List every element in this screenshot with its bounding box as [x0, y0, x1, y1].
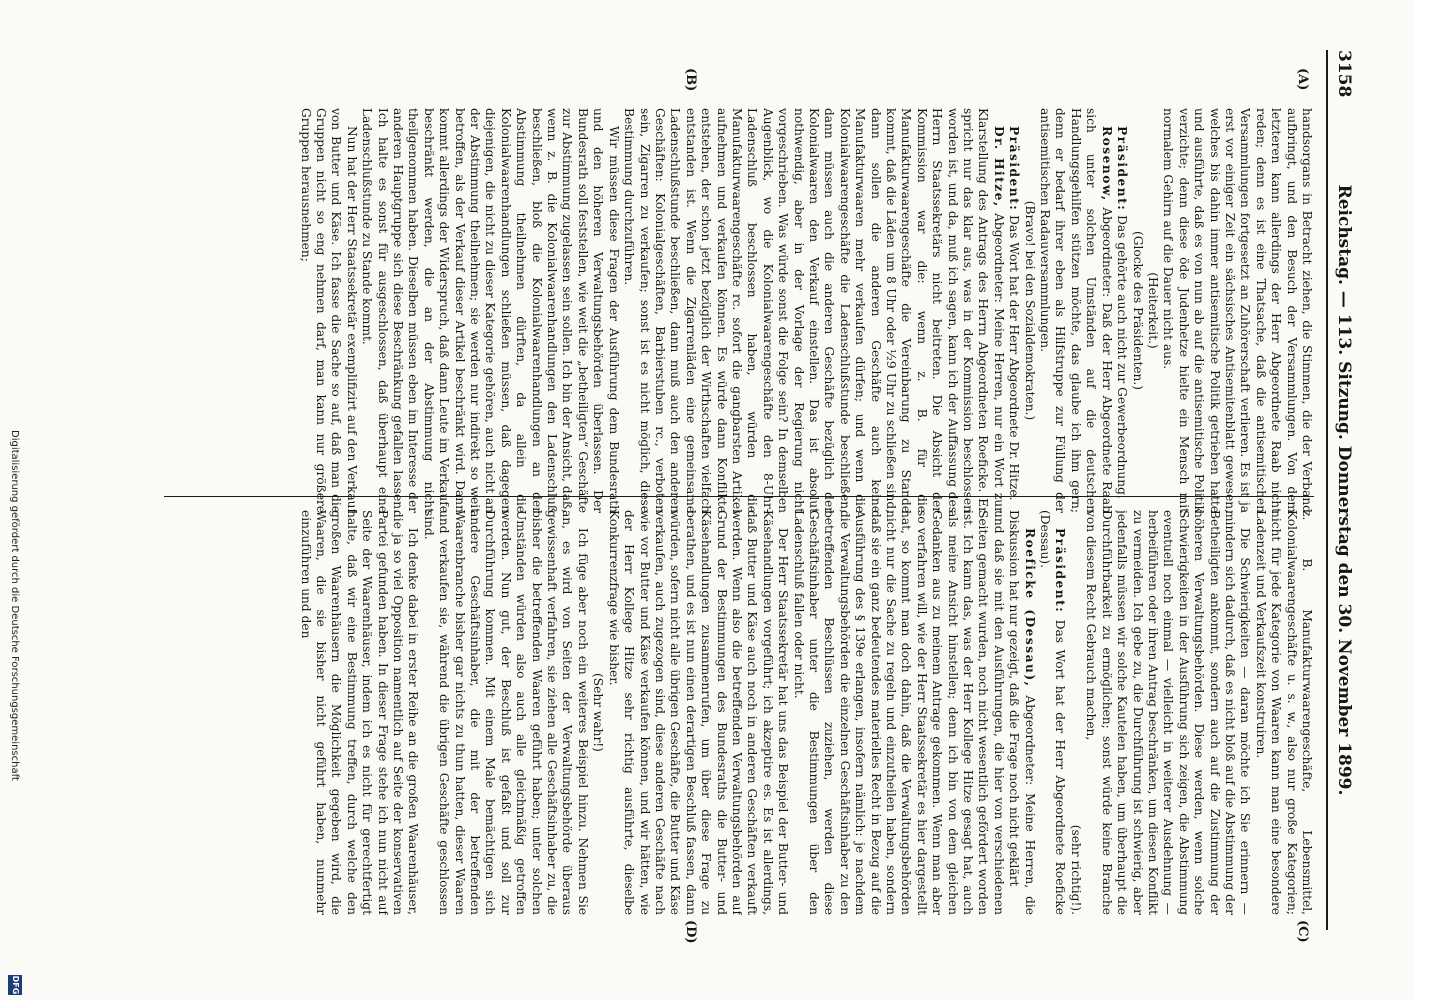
- speech-text: Das Wort hat der Herr Abgeordnete Roeficke (Dessau).: [1038, 510, 1068, 915]
- paragraph: Nun hat der Herr Staatssekretär exemplifizirt auf den Verkauf von Butter und Käse. Ich fasse die Sache so auf, daß man die Gruppen nicht so eng nehmen darf, man kann nur größere Gruppen herausnehmen;: [298, 108, 359, 513]
- speaker-paragraph: [621, 108, 1006, 513]
- margin-marker-b: (B): [683, 68, 698, 92]
- digitization-footer: [4, 0, 22, 1000]
- speaker-name: Rosenow,: [1099, 126, 1114, 202]
- speaker-label: Präsident:: [1007, 126, 1022, 212]
- margin-marker-a: (A): [1295, 68, 1310, 91]
- paragraph: z. B. Manufakturwaarengeschäfte, Lebensmittel, Kolonialwaarengeschäfte u. s. w., also nur große Kategorien; nicht für jede Kategorie von Waaren kann man eine besondere Ladenzeit und Verkaufszeit konstruiren.: [1253, 510, 1314, 915]
- paragraph: handsorgans in Betracht ziehen, die Stimmen, die der Verband aufbringt, und den Besuch der Versammlungen. Von dem letzteren kann allerdings der Herr Abgeordnete Raab nicht reden; denn es ist eine Thatsache, daß die antisemitischen Versammlungen fortgesetzt an Zuhörerschaft verlieren. Es ist ja erst vor einiger Zeit ein sächsisches Antisemitenblatt gewesen, welches bis dahin immer antisemitische Politik getrieben hatte und ausführte, daß es von nun ab auf die antisemitische Politik verzichte; denn diese öde Judenhetze hielte ein Mensch mit normalem Gehirn auf die Dauer nicht aus.: [1161, 108, 1314, 513]
- speaker-paragraph: [1037, 510, 1068, 915]
- paragraph: und daß sie mit den Ausführungen, die hier von verschiedenen Seiten gemacht wurden, noch nicht wesentlich gefördert worden ist. Ich kann das, was der Herr Kollege Hitze gesagt hat, auch als meine Ansicht hinstellen; denn ich bin von dem gleichen Gedanken aus zu meinem Antrage gekommen. Wenn man aber so verfahren will, wie der Herr Staatssekretär es hier dargestellt hat, so kommt man doch dahin, daß die Verwaltungsbehörden nicht nur die Sache zu regeln und einzutheilen haben, sondern daß sie ein ganz bedeutendes materielles Recht in Bezug auf die Ausführung des § 139e erlangen, insofern nämlich: je nachdem die Verwaltungsbehörden die einzelnen Geschäftsinhaber zu den betreffenden Beschlüssen zuziehen, werden diese Geschäftsinhaber unter die Bestimmungen über den Ladenschluß fallen oder nicht.: [791, 510, 1006, 915]
- speaker-name: Roeficke (Dessau),: [1022, 528, 1037, 688]
- speech-text: Abgeordneter: Daß der Herr Abgeordnete Raab sich unter solchen Umständen auf die deutschen Handlungsgehilfen stützen möchte, das glaube ich ihm gern; denn er bedarf ihrer eben als Hilfstruppe zur Füllung der antisemitischen Radauversammlungen.: [1038, 108, 1114, 513]
- dfg-logo: DFG: [8, 975, 22, 995]
- interjection: (Glocke des Präsidenten.): [1130, 230, 1145, 391]
- speaker-name: Dr. Hitze,: [991, 126, 1006, 208]
- paragraph: Ich füge aber noch ein weiteres Beispiel hinzu. Nehmen Sie an, es wird von Seiten der Verwaltungsbehörde überaus gewissenhaft verfahren, sie ziehen alle Geschäftsinhaber zu, die bisher die betreffenden Waaren geführt haben; unter solchen Umständen würden also auch alle gleichmäßig getroffen werden. Nun gut, der Beschluß ist gefaßt und soll zur Durchführung kommen. Mit einem Male bemächtigen sich andere Geschäftsinhaber, die mit der betreffenden Waarenbranche bisher gar nichts zu thun hatten, dieser Waaren und verkaufen sie, während die übrigen Geschäfte geschlossen sind.: [421, 510, 590, 915]
- speech-text: Das gehörte auch nicht zur Gewerbeordnung.: [1115, 215, 1130, 499]
- page-header: [1326, 50, 1358, 930]
- interjection: (Heiterkeit.): [1145, 272, 1160, 349]
- speaker-label: Präsident:: [1053, 528, 1068, 614]
- paragraph: Ich denke dabei in erster Reihe an die großen Waarenhäuser, die ja so viel Opposition namentlich auf Seite der konservativen Partei gefunden haben. In dieser Frage stehe ich nun nicht auf Seite der Waarenhäuser, indem ich es nicht für gerechtfertigt halte, daß wir eine Bestimmung treffen, durch welche den großen Waarenhäusern die Möglichkeit gegeben wird, die Waaren, die sie bisher nicht geführt haben, nunmehr einzuführen und den: [298, 510, 421, 915]
- speech-text: Abgeordneter: Meine Herren, nur ein Wort zur Klarstellung des Antrags des Herrn Abgeordneten Roeficke. Er spricht nur das klar aus, was in der Kommission beschlossen worden ist, und da, muß ich sagen, kann ich der Auffassung des Herrn Staatssekretärs nicht beitreten. Die Absicht der Kommission war die: wenn z. B. für die Manufakturwaarengeschäfte die Vereinbarung zu Stande kommt, daß die Läden um 8 Uhr oder ½9 Uhr zu schließen sind, dann sollen die anderen Geschäfte auch keine Manufakturwaaren mehr verkaufen dürfen; und wenn die Kolonialwaarengeschäfte die Ladenschlußstunde beschließen, dann müssen auch die anderen Geschäfte bezüglich der Kolonialwaaren den Verkauf einstellen. Das ist absolut nothwendig, aber in der Vorlage der Regierung nicht vorgeschrieben. Was würde sonst die Folge sein? In demselben Augenblick, wo die Kolonialwaarengeschäfte den 8-Uhr-Ladenschluß beschlossen haben, würden die Manufakturwaarengeschäfte rc. sofort die gangbarsten Artikel aufnehmen und verkaufen können. Es würde dann Konflikte entstehen, der schon jetzt bezüglich der Wirthschaften vielfach entstanden ist. Wenn die Zigarrenläden eine gemeinsame Ladenschlußstunde beschließen, dann muß auch den anderen Geschäften: Kolonialgeschäften, Barbierstuben rc., verboten sein, Zigarren zu verkaufen; sonst ist es nicht möglich, diese Bestimmung durchzuführen.: [622, 108, 1006, 513]
- page-number: 3158: [1334, 50, 1354, 98]
- speaker-paragraph: [1037, 108, 1114, 513]
- interjection: (Sehr wahr!): [591, 673, 606, 752]
- margin-marker-c: (C): [1295, 920, 1310, 943]
- right-column: [164, 510, 1314, 915]
- speech-text: Das Wort hat der Herr Abgeordnete Dr. Hitze.: [1007, 215, 1022, 501]
- column-divider: [164, 496, 1314, 497]
- paragraph: Die Schwierigkeiten — daran möchte ich Sie erinnern — mindern sich dadurch, daß es nicht bloß auf die Abstimmung der Betheiligten ankommt, sondern auch auf die Zustimmung der höheren Verwaltungsbehörden. Diese werden, wenn solche Schwierigkeiten in der Ausführung sich zeigen, die Abstimmung eventuell noch einmal — vielleicht in weiterer Ausdehnung — herbeiführen oder ihren Antrag beschränken, um diesen Konflikt zu vermeiden. Ich gebe zu, die Durchführung ist schwierig, aber jedenfalls müssen wir solche Kautelen haben, um überhaupt die Durchführbarkeit zu ermöglichen; sonst würde keine Branche von diesem Recht Gebrauch machen,: [1084, 510, 1253, 915]
- interjection: (sehr richtig!).: [1068, 824, 1083, 915]
- speaker-paragraph: [1114, 108, 1129, 513]
- funding-credit: Digitalisierung gefördert durch die Deutsche Forschungsgemeinschaft: [9, 430, 20, 781]
- speaker-label: Präsident:: [1115, 126, 1130, 212]
- running-title: Reichstag. — 113. Sitzung. Donnerstag den 30. November 1899.: [1334, 184, 1354, 796]
- paragraph: Der Herr Staatssekretär hat uns das Beispiel der Butter- und Käsehandlungen vorgeführt; ich akzeptire es. Es ist allerdings, daß Butter und Käse auch noch in anderen Geschäften verkauft werden. Wenn also die betreffenden Verwaltungsbehörden auf Grund der Bestimmungen des Bundesraths die Butter- und Käsehandlungen zusammenrufen, um über diese Frage zu berathen, und es ist nun einen derartigen Beschluß fassen, dann würden, sofern nicht alle übrigen Geschäfte, die Butter und Käse verkaufen, auch zugezogen sind, diese anderen Geschäfte nach wie vor Butter und Käse verkaufen können, und wir hätten, wie der Herr Kollege Hitze sehr richtig ausführte, dieselbe Konkurrenzfrage wie bisher.: [606, 510, 791, 915]
- margin-marker-d: (D): [683, 920, 698, 944]
- speaker-paragraph: [1006, 108, 1021, 513]
- speech-text: Abgeordneter: Meine Herren, die Diskussion hat nur gezeigt, daß die Frage noch nicht geklärt: [1007, 510, 1037, 915]
- left-column: [164, 108, 1314, 513]
- paragraph: Wir müssen diese Fragen der Ausführung dem Bundesrath und den höheren Verwaltungsbehörden überlassen. Der Bundesrath soll feststellen, wie weit die „betheiligten“ Geschäfte zur Abstimmung zugelassen sein sollen. Ich bin der Ansicht, daß, wenn z. B. die Kolonialwaarenhandlungen den Ladenschluß beschließen, bloß die Kolonialwaarenhandlungen an der Abstimmung theilnehmen dürften, da allein die Kolonialwaarenhandlungen schließen müssen, daß dagegen diejenigen, die nicht zu dieser Kategorie gehören, auch nicht an der Abstimmung theilnehmen; sie werden nur indirekt so weit betroffen, als der Verkauf dieser Artikel beschränkt wird. Dann kommt allerdings der Widerspruch, daß dann Leute im Verkaufe beschränkt werden, die an der Abstimmung nicht theilgenommen haben. Dieselben müssen eben im Interesse der anderen Hauptgruppe sich diese Beschränkung gefallen lassen. Ich halte es sonst für ausgeschlossen, daß überhaupt eine Ladenschlußstunde zu Stande kommt.: [360, 108, 621, 513]
- interjection: (Bravo! bei den Sozialdemokraten.): [1022, 200, 1037, 421]
- speaker-paragraph: [1006, 510, 1037, 915]
